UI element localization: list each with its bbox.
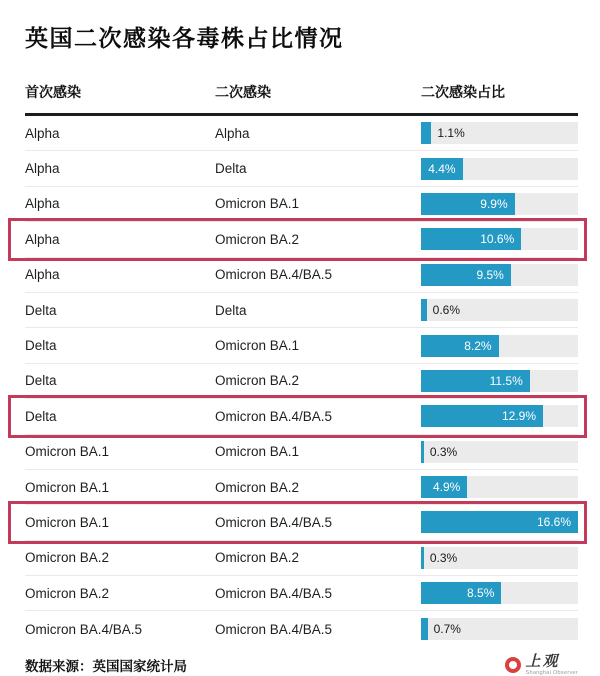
- second-infection-value: Omicron BA.4/BA.5: [215, 585, 333, 601]
- table-row: [25, 435, 578, 470]
- first-infection-value: Alpha: [25, 125, 60, 141]
- table-row: [25, 364, 578, 399]
- bar-track: [421, 370, 578, 392]
- page-title: 英国二次感染各毒株占比情况: [25, 25, 344, 51]
- first-infection-value: Alpha: [25, 267, 60, 283]
- bar-fill: [421, 264, 511, 286]
- column-header-share: 二次感染占比: [421, 84, 505, 100]
- bar-value-label: 0.7%: [433, 622, 461, 637]
- bar-value-label: 0.3%: [429, 444, 458, 459]
- first-infection-value: Omicron BA.4/BA.5: [25, 621, 143, 637]
- first-infection-value: Delta: [25, 302, 57, 318]
- first-infection-value: Alpha: [25, 231, 60, 247]
- first-infection-value: Alpha: [25, 196, 60, 212]
- bar-value-label: 1.1%: [437, 126, 465, 141]
- bar-fill: [421, 158, 463, 180]
- bar-track: [421, 264, 578, 286]
- bar-value-label: 0.3%: [429, 550, 458, 565]
- bar-track: [421, 618, 578, 640]
- bar-fill: [421, 299, 427, 321]
- data-source-label: 数据来源：英国国家统计局: [25, 659, 187, 675]
- bar-track: [421, 158, 578, 180]
- bar-fill: [421, 405, 543, 427]
- bar-fill: [421, 476, 467, 498]
- second-infection-value: Omicron BA.1: [215, 444, 300, 460]
- bar-fill: [421, 582, 501, 604]
- bar-value-label: 8.2%: [464, 338, 492, 353]
- bar-fill: [421, 511, 578, 533]
- second-infection-value: Omicron BA.2: [215, 231, 300, 247]
- bar-track: [421, 547, 578, 569]
- second-infection-value: Delta: [215, 302, 247, 318]
- bar-value-label: 9.5%: [476, 267, 504, 282]
- bar-value-label: 12.9%: [501, 409, 536, 424]
- chart-rows: [25, 116, 578, 647]
- second-infection-value: Omicron BA.4/BA.5: [215, 267, 333, 283]
- table-row: [25, 470, 578, 505]
- bar-fill: [421, 228, 521, 250]
- bar-value-label: 16.6%: [536, 515, 571, 530]
- bar-fill: [421, 193, 515, 215]
- bar-track: [421, 228, 578, 250]
- bar-track: [421, 405, 578, 427]
- bar-value-label: 11.5%: [489, 373, 523, 388]
- bar-track: [421, 511, 578, 533]
- bar-fill: [421, 335, 499, 357]
- table-row: [25, 505, 578, 540]
- bar-track: [421, 441, 578, 463]
- logo-subtitle: Shanghai Observer: [525, 669, 578, 676]
- first-infection-value: Alpha: [25, 161, 60, 177]
- bar-value-label: 4.4%: [428, 161, 456, 176]
- bar-track: [421, 299, 578, 321]
- table-row: [25, 576, 578, 611]
- bar-value-label: 4.9%: [432, 480, 461, 495]
- bar-fill: [421, 618, 428, 640]
- second-infection-value: Omicron BA.1: [215, 338, 300, 354]
- second-infection-value: Delta: [215, 161, 247, 177]
- bar-value-label: 8.5%: [467, 586, 495, 601]
- shobserver-logo: [505, 651, 579, 676]
- bar-fill: [421, 122, 431, 144]
- table-row: [25, 328, 578, 363]
- bar-track: [421, 335, 578, 357]
- footer: [25, 651, 578, 676]
- table-row: [25, 611, 578, 646]
- table-row: [25, 399, 578, 434]
- column-headers: [25, 82, 578, 116]
- table-row: [25, 541, 578, 576]
- bar-value-label: 9.9%: [480, 196, 508, 211]
- first-infection-value: Omicron BA.1: [25, 479, 110, 495]
- second-infection-value: Omicron BA.4/BA.5: [215, 621, 333, 637]
- first-infection-value: Delta: [25, 373, 57, 389]
- first-infection-value: Delta: [25, 408, 57, 424]
- second-infection-value: Alpha: [215, 125, 250, 141]
- first-infection-value: Omicron BA.1: [25, 514, 110, 530]
- bar-track: [421, 122, 578, 144]
- table-row: [25, 187, 578, 222]
- bar-value-label: 0.6%: [432, 303, 461, 318]
- column-header-first-infection: 首次感染: [25, 84, 81, 100]
- bar-track: [421, 582, 578, 604]
- bar-value-label: 10.6%: [480, 232, 515, 247]
- shobserver-logo-icon: [505, 657, 521, 673]
- table-row: [25, 293, 578, 328]
- bar-track: [421, 476, 578, 498]
- first-infection-value: Omicron BA.2: [25, 585, 110, 601]
- logo-name: 上观: [525, 651, 560, 670]
- second-infection-value: Omicron BA.4/BA.5: [215, 514, 333, 530]
- table-row: [25, 116, 578, 151]
- bar-fill: [421, 547, 424, 569]
- second-infection-value: Omicron BA.4/BA.5: [215, 408, 333, 424]
- second-infection-value: Omicron BA.2: [215, 479, 300, 495]
- second-infection-value: Omicron BA.2: [215, 373, 300, 389]
- second-infection-value: Omicron BA.2: [215, 550, 300, 566]
- table-row: [25, 258, 578, 293]
- bar-track: [421, 193, 578, 215]
- bar-fill: [421, 370, 530, 392]
- table-row: [25, 222, 578, 257]
- first-infection-value: Omicron BA.2: [25, 550, 110, 566]
- first-infection-value: Omicron BA.1: [25, 444, 110, 460]
- second-infection-value: Omicron BA.1: [215, 196, 300, 212]
- first-infection-value: Delta: [25, 338, 57, 354]
- column-header-second-infection: 二次感染: [215, 84, 271, 100]
- table-row: [25, 151, 578, 186]
- bar-fill: [421, 441, 424, 463]
